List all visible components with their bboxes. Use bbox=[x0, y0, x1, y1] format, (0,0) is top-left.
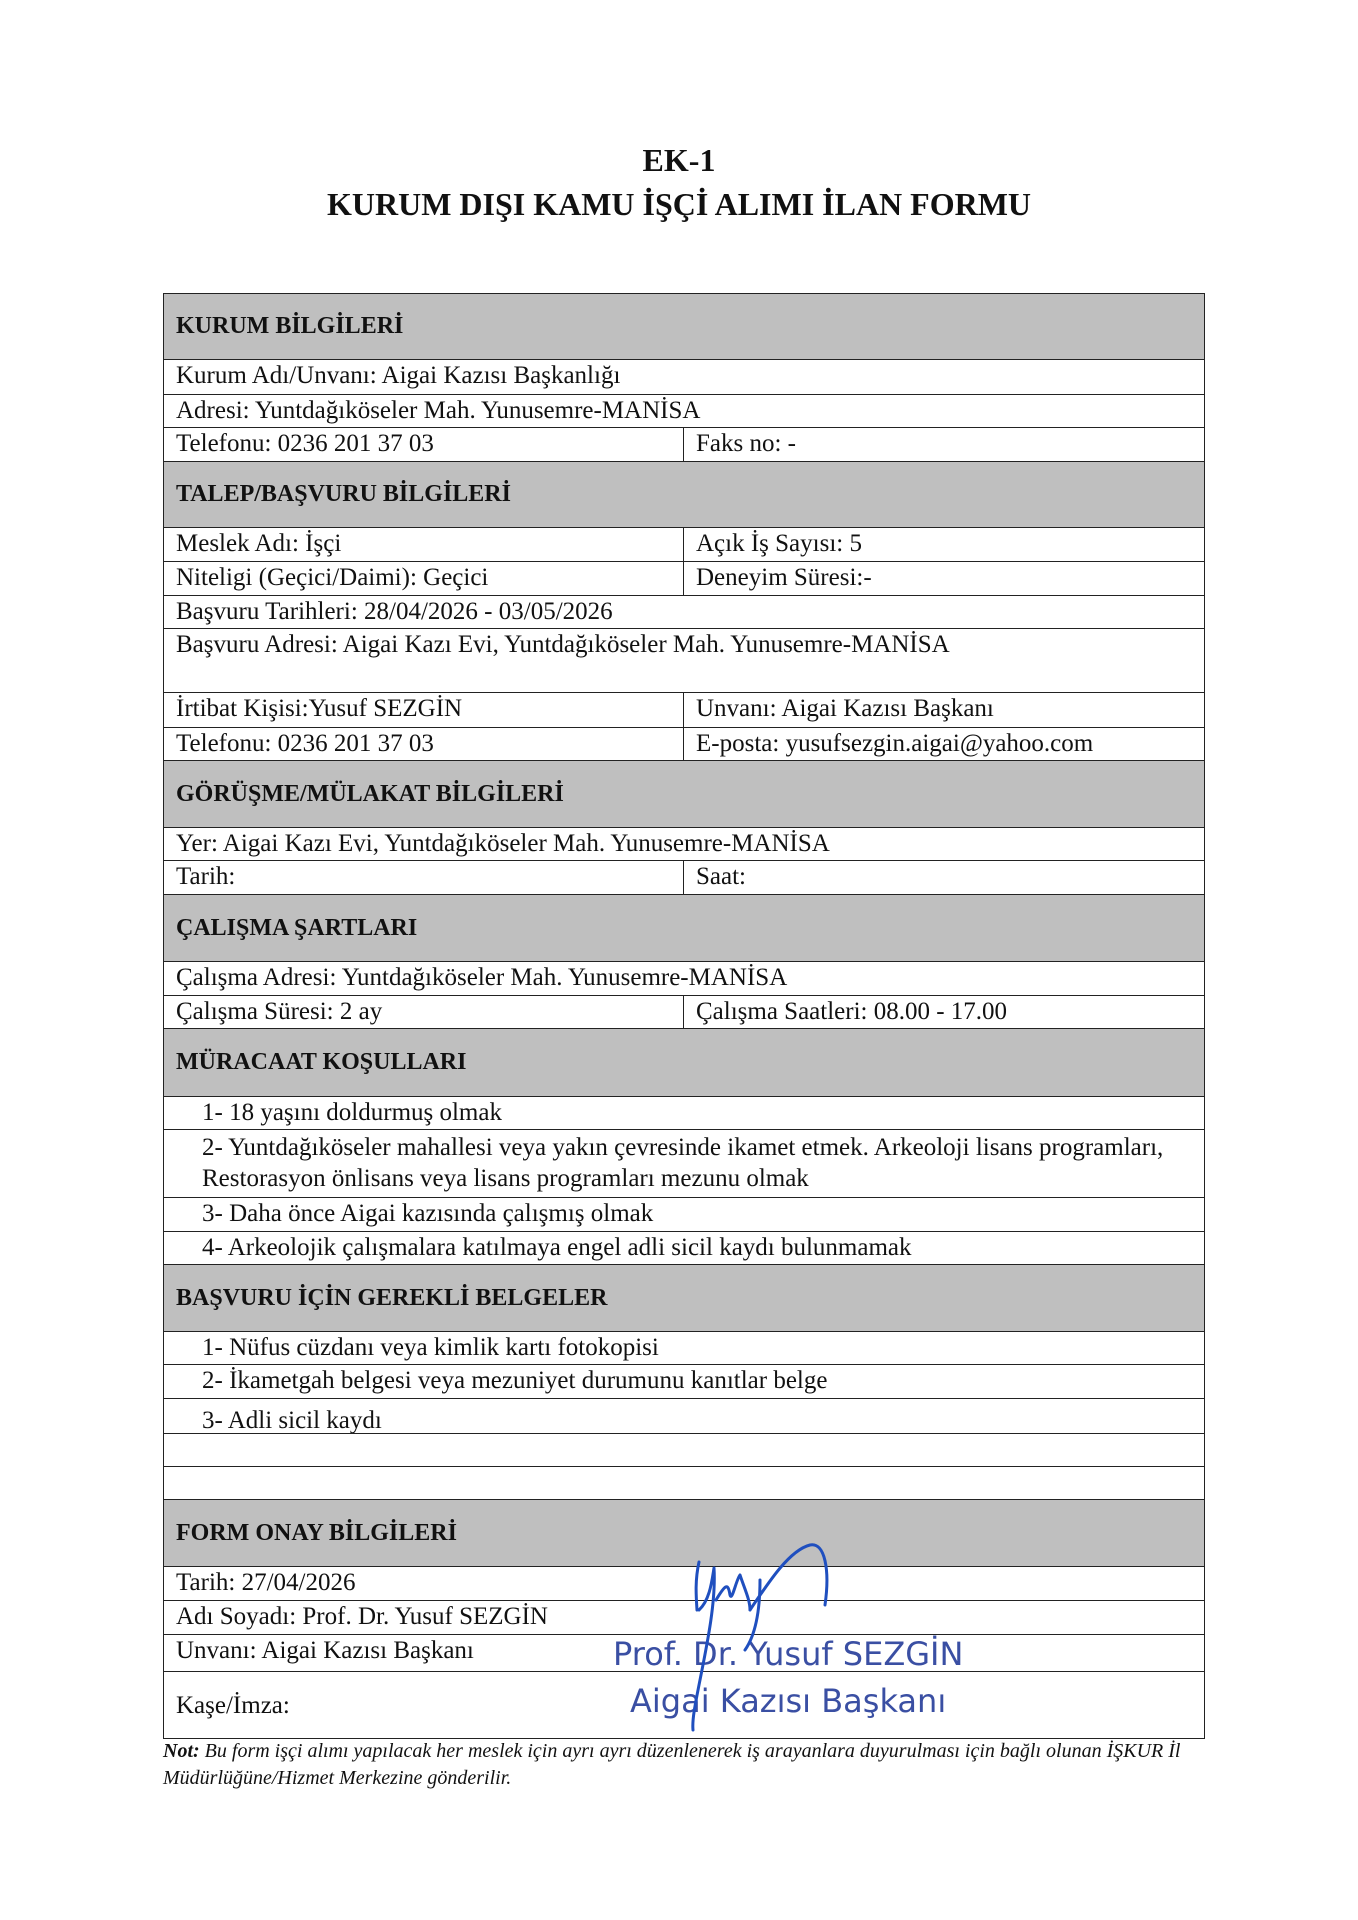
open-positions: Açık İş Sayısı: 5 bbox=[696, 530, 862, 557]
approver-name: Adı Soyadı: Prof. Dr. Yusuf SEZGİN bbox=[176, 1603, 548, 1630]
empty-row bbox=[164, 1434, 1204, 1467]
requirement-item: 3- Daha önce Aigai kazısında çalışmış olmak bbox=[202, 1200, 654, 1227]
contact-phone: Telefonu: 0236 201 37 03 bbox=[164, 728, 684, 760]
document-item: 1- Nüfus cüzdanı veya kimlik kartı fotokopisi bbox=[202, 1334, 659, 1361]
section-header bbox=[164, 761, 1204, 828]
section-header bbox=[164, 294, 1204, 360]
doc-code: EK-1 bbox=[642, 142, 716, 178]
work-address: Çalışma Adresi: Yuntdağıköseler Mah. Yunusemre-MANİSA bbox=[176, 964, 788, 991]
application-address: Başvuru Adresi: Aigai Kazı Evi, Yuntdağıköseler Mah. Yunusemre-MANİSA bbox=[176, 631, 950, 658]
document-item: 3- Adli sicil kaydı bbox=[202, 1407, 382, 1433]
section-header bbox=[164, 1265, 1204, 1332]
section-title: BAŞVURU İÇİN GEREKLİ BELGELER bbox=[176, 1284, 608, 1311]
stamp-name: Prof. Dr. Yusuf SEZGİN bbox=[613, 1635, 964, 1673]
work-duration: Çalışma Süresi: 2 ay bbox=[164, 996, 684, 1028]
contact-title: Unvanı: Aigai Kazısı Başkanı bbox=[696, 695, 994, 722]
section-title: ÇALIŞMA ŞARTLARI bbox=[176, 914, 418, 941]
institution-address: Adresi: Yuntdağıköseler Mah. Yunusemre-MANİSA bbox=[176, 397, 701, 424]
section-title: MÜRACAAT KOŞULLARI bbox=[176, 1049, 467, 1075]
application-dates: Başvuru Tarihleri: 28/04/2026 - 03/05/2026 bbox=[176, 598, 613, 625]
requirement-item: 2- Yuntdağıköseler mahallesi veya yakın çevresinde ikamet etmek. Arkeoloji lisans programları, Restorasyon önlisans veya lisans programları mezunu olmak bbox=[202, 1134, 1164, 1192]
section-header bbox=[164, 1029, 1204, 1097]
approval-date: Tarih: 27/04/2026 bbox=[176, 1569, 356, 1596]
contact-person: İrtibat Kişisi:Yusuf SEZGİN bbox=[164, 693, 684, 727]
note-text: Bu form işçi alımı yapılacak her meslek için ayrı ayrı düzenlenerek iş arayanlara duyurulması için bağlı olunan İŞKUR İl Müdürlüğüne/Hizmet Merkezine gönderilir. bbox=[163, 1740, 1181, 1789]
interview-time: Saat: bbox=[696, 863, 746, 890]
stamp-title: Aigai Kazısı Başkanı bbox=[630, 1682, 947, 1720]
approver-title: Unvanı: Aigai Kazısı Başkanı bbox=[176, 1637, 474, 1664]
experience: Deneyim Süresi:- bbox=[696, 564, 872, 591]
section-title: FORM ONAY BİLGİLERİ bbox=[176, 1519, 457, 1546]
work-hours: Çalışma Saatleri: 08.00 - 17.00 bbox=[696, 998, 1008, 1025]
requirement-item: 4- Arkeolojik çalışmalara katılmaya engel adli sicil kaydı bulunmamak bbox=[202, 1234, 912, 1261]
empty-row bbox=[164, 1467, 1204, 1500]
section-title: GÖRÜŞME/MÜLAKAT BİLGİLERİ bbox=[176, 780, 564, 807]
stamp-signature-label: Kaşe/İmza: bbox=[176, 1691, 290, 1719]
section-title: KURUM BİLGİLERİ bbox=[176, 313, 404, 339]
interview-place: Yer: Aigai Kazı Evi, Yuntdağıköseler Mah. Yunusemre-MANİSA bbox=[176, 830, 830, 857]
section-header bbox=[164, 895, 1204, 962]
section-title: TALEP/BAŞVURU BİLGİLERİ bbox=[176, 481, 511, 507]
signature-icon bbox=[600, 1540, 920, 1740]
institution-name: Kurum Adı/Unvanı: Aigai Kazısı Başkanlığı bbox=[176, 362, 621, 389]
job-type: Niteligi (Geçici/Daimi): Geçici bbox=[164, 562, 684, 595]
section-header bbox=[164, 462, 1204, 528]
institution-phone: Telefonu: 0236 201 37 03 bbox=[164, 428, 684, 461]
document-item: 2- İkametgah belgesi veya mezuniyet durumunu kanıtlar belge bbox=[202, 1367, 828, 1394]
occupation: Meslek Adı: İşçi bbox=[164, 528, 684, 561]
note-label: Not: bbox=[163, 1740, 200, 1762]
requirement-item: 1- 18 yaşını doldurmuş olmak bbox=[202, 1099, 502, 1126]
footnote bbox=[163, 1738, 1213, 1792]
institution-fax: Faks no: - bbox=[696, 430, 796, 457]
interview-date: Tarih: bbox=[164, 861, 684, 894]
announcement-form bbox=[163, 293, 1205, 1739]
doc-title: KURUM DIŞI KAMU İŞÇİ ALIMI İLAN FORMU bbox=[326, 186, 1032, 222]
contact-email: E-posta: yusufsezgin.aigai@yahoo.com bbox=[696, 730, 1094, 757]
